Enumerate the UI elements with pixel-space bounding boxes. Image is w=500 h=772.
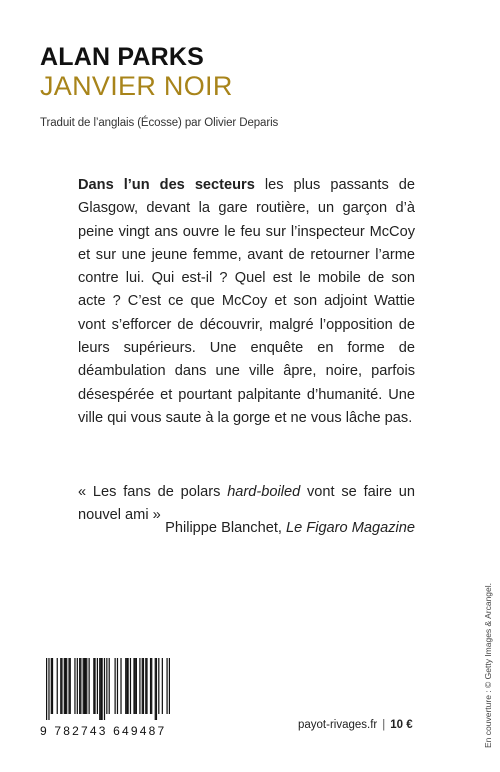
isbn-digits: 9 782743 649487 bbox=[40, 724, 167, 738]
book-title: JANVIER NOIR bbox=[40, 71, 233, 101]
synopsis-body: les plus passants de Glasgow, devant la gare routière, un garçon d’à peine vingt ans ouvre le feu sur l’inspecteur McCoy et sur une jeune femme, avant de retourner l’arme contre lui. Qui est-il ? Quel est le mobile de son acte ? C’est ce que McCoy et son adjoint Wattie vont s’efforcer de découvrir, malgré l’opposition de leurs supérieurs. Une enquête en forme de déambulation dans une ville âpre, noire, parfois désespérée et pourtant palpitante d’humanité. Une ville qui vous saute à la gorge et ne vous lâche pas. bbox=[78, 177, 415, 426]
attribution-name: Philippe Blanchet, bbox=[165, 520, 286, 536]
barcode-bars bbox=[46, 658, 170, 720]
barcode-bar bbox=[97, 658, 98, 714]
translator-credit: Traduit de l’anglais (Écosse) par Olivier Deparis bbox=[40, 117, 279, 129]
barcode-bar bbox=[135, 658, 136, 714]
barcode-bar bbox=[117, 658, 118, 714]
barcode-bar bbox=[64, 658, 65, 714]
barcode-bar bbox=[68, 658, 69, 714]
barcode-bar bbox=[70, 658, 71, 714]
attribution-source: Le Figaro Magazine bbox=[286, 520, 415, 536]
photo-credit: En couverture : © Getty Images & Arcangel. bbox=[483, 582, 493, 748]
barcode-bar bbox=[60, 658, 61, 714]
isbn-barcode bbox=[40, 658, 175, 738]
barcode-bar bbox=[93, 658, 94, 714]
barcode-bar bbox=[61, 658, 62, 714]
author-name: ALAN PARKS bbox=[40, 43, 205, 71]
barcode-bar bbox=[84, 658, 85, 714]
barcode-bar bbox=[46, 658, 47, 720]
price: 10 € bbox=[390, 719, 413, 731]
barcode-bar bbox=[136, 658, 137, 714]
quote-italic: hard-boiled bbox=[227, 484, 301, 500]
barcode-bar bbox=[156, 658, 157, 720]
quote-start: « Les fans de polars bbox=[78, 484, 228, 500]
barcode-bar bbox=[77, 658, 78, 714]
barcode-bar bbox=[99, 658, 100, 720]
barcode-bar bbox=[89, 658, 90, 714]
barcode-bar bbox=[145, 658, 146, 714]
barcode-bar bbox=[102, 658, 103, 720]
barcode-bar bbox=[48, 658, 49, 720]
barcode-bar bbox=[155, 658, 156, 720]
barcode-bar bbox=[151, 658, 152, 714]
barcode-bar bbox=[65, 658, 66, 714]
synopsis-lead: Dans l’un des secteurs bbox=[78, 177, 255, 193]
barcode-bar bbox=[126, 658, 127, 714]
barcode-bar bbox=[166, 658, 167, 714]
barcode-bar bbox=[162, 658, 163, 714]
barcode-bar bbox=[133, 658, 134, 714]
barcode-bar bbox=[66, 658, 67, 714]
barcode-bar bbox=[94, 658, 95, 714]
barcode-bar bbox=[143, 658, 144, 714]
barcode-bar bbox=[80, 658, 81, 714]
barcode-bar bbox=[109, 658, 110, 714]
barcode-bar bbox=[52, 658, 53, 714]
barcode-bar bbox=[158, 658, 159, 714]
barcode-bar bbox=[74, 658, 75, 714]
synopsis bbox=[78, 174, 415, 430]
barcode-bar bbox=[85, 658, 86, 714]
barcode-bar bbox=[100, 658, 101, 720]
barcode-bar bbox=[57, 658, 58, 714]
barcode-bar bbox=[125, 658, 126, 714]
quote-attribution bbox=[165, 520, 415, 536]
barcode-bar bbox=[139, 658, 140, 714]
barcode-bar bbox=[150, 658, 151, 714]
barcode-bar bbox=[51, 658, 52, 714]
barcode-bar bbox=[86, 658, 87, 714]
barcode-bar bbox=[142, 658, 143, 714]
barcode-bar bbox=[120, 658, 121, 714]
barcode-bar bbox=[83, 658, 84, 714]
barcode-bar bbox=[106, 658, 107, 714]
quote-end: vont se faire un nouvel ami » bbox=[78, 484, 416, 524]
barcode-bar bbox=[169, 658, 170, 714]
footer-separator: | bbox=[382, 719, 386, 731]
barcode-bar bbox=[79, 658, 80, 714]
barcode-bar bbox=[115, 658, 116, 714]
publisher-url: payot-rivages.fr bbox=[298, 719, 378, 731]
footer-publisher bbox=[298, 719, 413, 731]
barcode-bar bbox=[146, 658, 147, 714]
barcode-bar bbox=[127, 658, 128, 714]
barcode-bar bbox=[104, 658, 105, 720]
barcode-bar bbox=[130, 658, 131, 714]
